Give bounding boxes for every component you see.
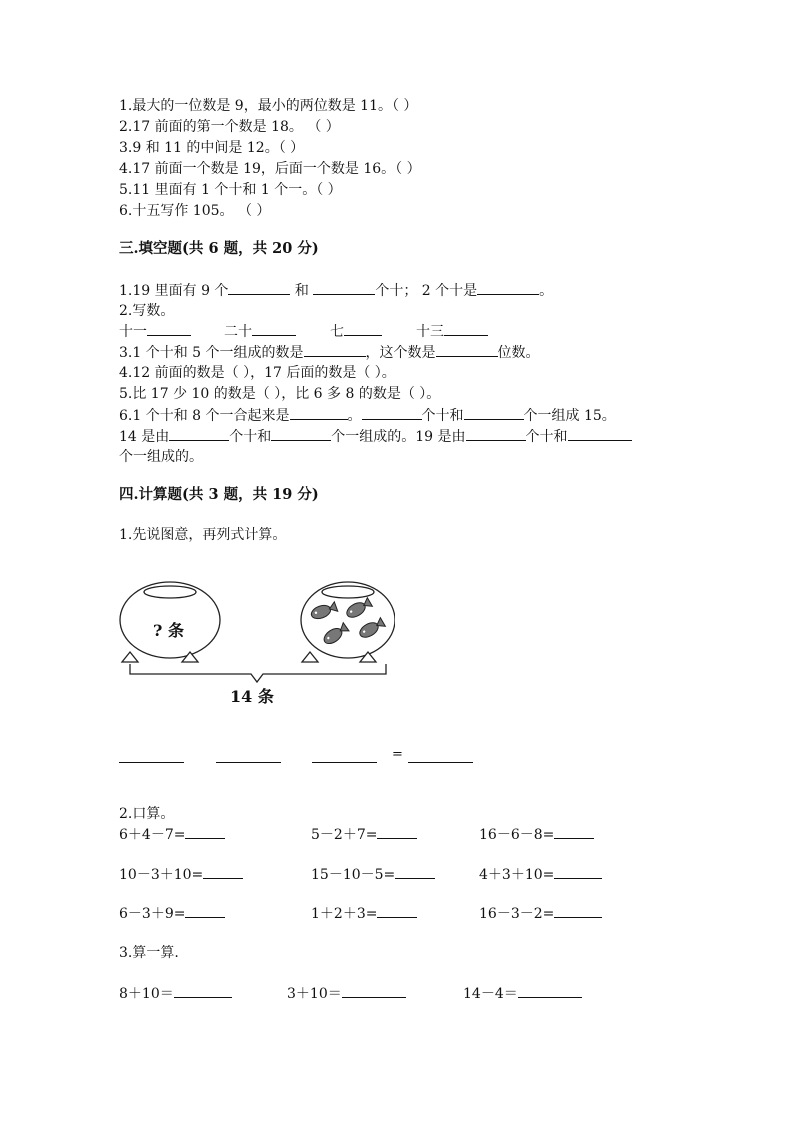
- answer-blank[interactable]: [271, 426, 331, 441]
- answer-blank[interactable]: [444, 321, 488, 336]
- fill-question-6: [119, 405, 616, 426]
- mental-expression: 4＋3＋10=: [479, 867, 555, 883]
- mental-item: [311, 824, 417, 845]
- answer-blank[interactable]: [377, 903, 417, 918]
- answer-blank[interactable]: [436, 342, 498, 357]
- answer-blank[interactable]: [185, 903, 225, 918]
- mental-expression: 15－10－5=: [311, 867, 396, 883]
- mental-expression: 1＋2＋3=: [311, 906, 378, 922]
- judge-item-6: 6.十五写作 105。 （ ）: [119, 203, 271, 219]
- unknown-fish-label: ? 条: [153, 621, 184, 640]
- calc-question-1: 1.先说图意，再列式计算。: [119, 527, 287, 543]
- fill-question-6-line-3: 个一组成的。: [119, 449, 203, 465]
- judge-item-1: 1.最大的一位数是 9，最小的两位数是 11。（ ）: [119, 98, 418, 114]
- answer-blank[interactable]: [342, 983, 406, 998]
- answer-blank[interactable]: [568, 426, 632, 441]
- fill-q6b-text-c: 个一组成的。19 是由: [331, 429, 466, 445]
- mental-item: [479, 864, 602, 885]
- mental-item: [119, 864, 243, 885]
- answer-blank[interactable]: [185, 824, 225, 839]
- write-number-item: [119, 321, 191, 342]
- answer-blank[interactable]: [395, 864, 435, 879]
- equation-blank[interactable]: [312, 762, 377, 763]
- fill-q6b-text-d: 个十和: [525, 429, 568, 445]
- mental-expression: 10－3＋10=: [119, 867, 204, 883]
- fill-q3-text-c: 位数。: [497, 345, 540, 361]
- answer-blank[interactable]: [174, 983, 232, 998]
- fill-q6b-text-b: 个十和: [229, 429, 272, 445]
- mental-expression: 6－3＋9=: [119, 906, 186, 922]
- fill-q1-text-a: 1.19 里面有 9 个: [119, 283, 229, 299]
- fill-q3-text-b: ，这个数是: [365, 345, 436, 361]
- mental-expression: 16－6－8=: [479, 827, 555, 843]
- compute-item: [119, 983, 232, 1004]
- write-number-label: 十三: [416, 324, 444, 340]
- compute-expression: 3＋10＝: [287, 986, 342, 1002]
- mental-item: [119, 903, 225, 924]
- fill-question-1: [119, 280, 553, 301]
- answer-blank[interactable]: [169, 426, 229, 441]
- compute-item: [287, 983, 406, 1004]
- fill-q1-text-c: 个十； 2 个十是: [375, 283, 478, 299]
- fill-question-4: 4.12 前面的数是（ ），17 后面的数是（ ）。: [119, 365, 396, 381]
- fill-q3-text-a: 3.1 个十和 5 个一组成的数是: [119, 345, 304, 361]
- equals-sign: =: [392, 747, 403, 762]
- answer-blank[interactable]: [344, 321, 382, 336]
- fill-q1-text-d: 。: [539, 283, 554, 299]
- compute-expression: 14－4＝: [463, 986, 518, 1002]
- write-number-label: 二十: [224, 324, 252, 340]
- write-number-item: [224, 321, 296, 342]
- fill-question-5: 5.比 17 少 10 的数是（ ），比 6 多 8 的数是（ ）。: [119, 386, 441, 402]
- fill-q1-text-b: 和: [294, 283, 309, 299]
- section-4-heading: 四.计算题(共 3 题，共 19 分): [119, 486, 319, 503]
- answer-blank[interactable]: [313, 280, 375, 295]
- answer-blank[interactable]: [464, 405, 524, 420]
- answer-blank[interactable]: [228, 280, 290, 295]
- mental-expression: 16－3－2=: [479, 906, 555, 922]
- answer-blank[interactable]: [362, 405, 422, 420]
- mental-item: [479, 824, 594, 845]
- fill-q6-text-d: 个一组成 15。: [523, 408, 616, 424]
- answer-blank[interactable]: [554, 824, 594, 839]
- judge-item-4: 4.17 前面一个数是 19，后面一个数是 16。（ ）: [119, 161, 421, 177]
- mental-expression: 5－2＋7=: [311, 827, 378, 843]
- total-fish-label: 14 条: [230, 687, 274, 706]
- equation-blank[interactable]: [119, 762, 184, 763]
- answer-blank[interactable]: [203, 864, 243, 879]
- answer-blank[interactable]: [554, 864, 602, 879]
- judge-item-3: 3.9 和 11 的中间是 12。（ ）: [119, 140, 305, 156]
- mental-item: [311, 864, 435, 885]
- write-number-item: [416, 321, 488, 342]
- answer-blank[interactable]: [554, 903, 602, 918]
- answer-blank[interactable]: [290, 405, 348, 420]
- write-number-label: 十一: [119, 324, 147, 340]
- answer-blank[interactable]: [304, 342, 366, 357]
- write-number-item: [330, 321, 382, 342]
- calc-question-2: 2.口算。: [119, 806, 175, 822]
- mental-item: [119, 824, 225, 845]
- mental-item: [311, 903, 417, 924]
- equation-blank[interactable]: [216, 762, 281, 763]
- fill-question-6-line-2: [119, 426, 632, 447]
- answer-blank[interactable]: [518, 983, 582, 998]
- compute-expression: 8＋10＝: [119, 986, 174, 1002]
- equation-result-blank[interactable]: [408, 762, 473, 763]
- section-3-heading: 三.填空题(共 6 题，共 20 分): [119, 240, 319, 257]
- answer-blank[interactable]: [147, 321, 191, 336]
- answer-blank[interactable]: [477, 280, 539, 295]
- mental-item: [479, 903, 602, 924]
- fishbowl-figure: [119, 578, 395, 706]
- answer-blank[interactable]: [252, 321, 296, 336]
- calc-question-3: 3.算一算.: [119, 945, 179, 961]
- answer-blank[interactable]: [466, 426, 526, 441]
- total-brace: [130, 664, 386, 682]
- answer-blank[interactable]: [377, 824, 417, 839]
- compute-item: [463, 983, 582, 1004]
- fill-q6b-text-a: 14 是由: [119, 429, 170, 445]
- judge-item-5: 5.11 里面有 1 个十和 1 个一。（ ）: [119, 182, 342, 198]
- fill-q6-text-c: 个十和: [421, 408, 464, 424]
- fill-q6-text-a: 6.1 个十和 8 个一合起来是: [119, 408, 290, 424]
- judge-item-2: 2.17 前面的第一个数是 18。 （ ）: [119, 119, 340, 135]
- write-number-label: 七: [330, 324, 344, 340]
- fill-question-3: [119, 342, 540, 363]
- mental-expression: 6＋4－7=: [119, 827, 186, 843]
- fill-question-2: 2.写数。: [119, 303, 175, 319]
- fill-q6-text-b: 。: [347, 408, 362, 424]
